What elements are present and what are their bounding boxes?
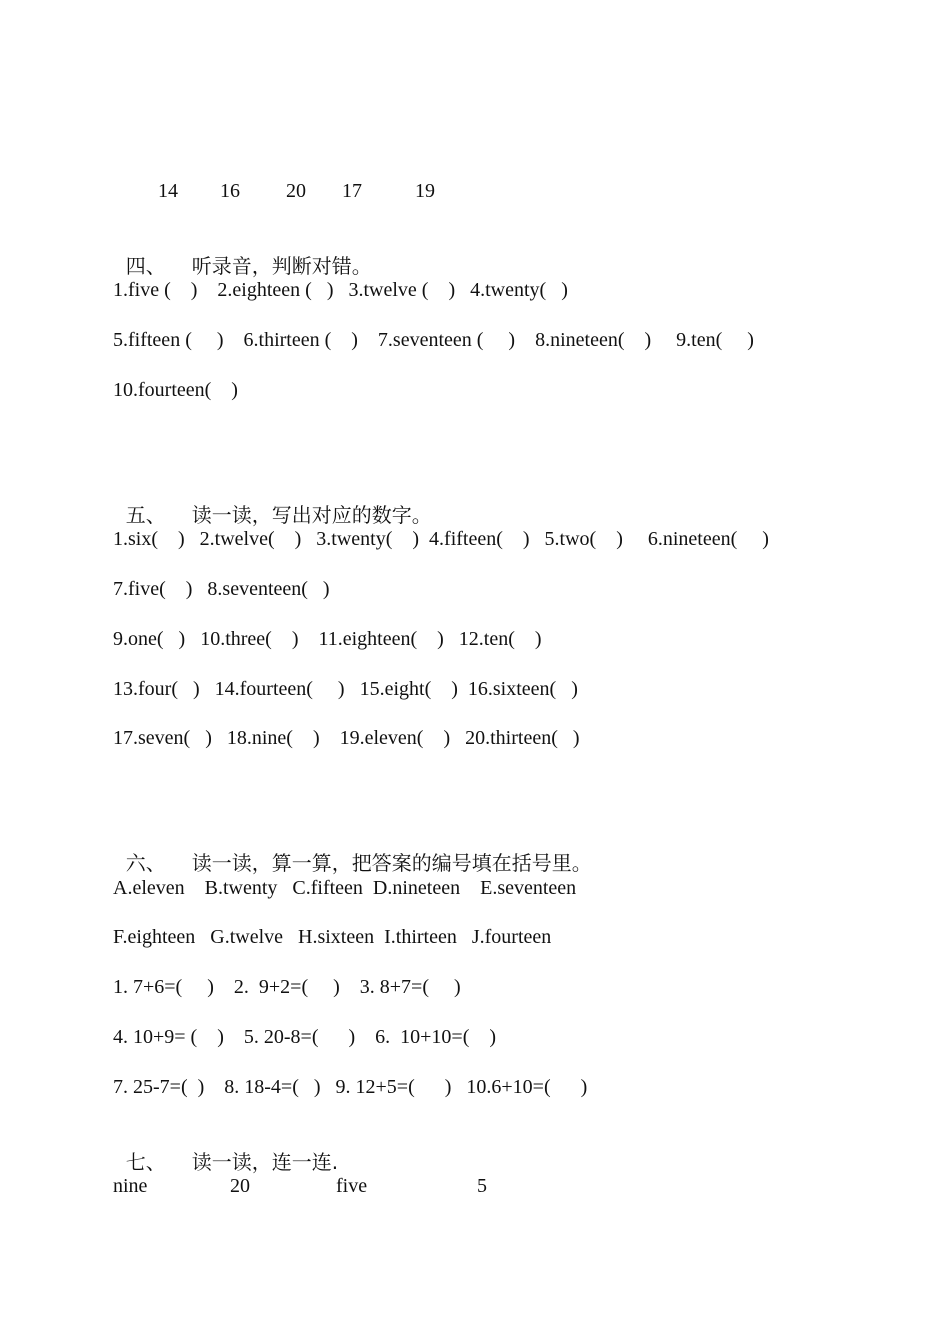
section-4-heading xyxy=(113,227,372,279)
exercise-line: 10.fourteen( ) xyxy=(113,379,238,401)
exercise-line: 1.five ( ) 2.eighteen ( ) 3.twelve ( ) 4.twenty( ) xyxy=(113,279,568,301)
match-item: nine xyxy=(113,1175,148,1197)
option-line: F.eighteen G.twelve H.sixteen I.thirteen J.fourteen xyxy=(113,926,552,948)
exercise-line: 7.five( ) 8.seventeen( ) xyxy=(113,578,330,600)
section-title: 读一读，连一连. xyxy=(191,1150,339,1174)
section-6-heading xyxy=(113,824,592,876)
section-5-heading xyxy=(113,476,432,528)
match-item: 5 xyxy=(477,1175,487,1197)
section-number: 四、 xyxy=(125,254,166,278)
exercise-line: 7. 25-7=( ) 8. 18-4=( ) 9. 12+5=( ) 10.6+10=( ) xyxy=(113,1076,588,1098)
match-item: 20 xyxy=(230,1175,250,1197)
section-7-heading xyxy=(113,1123,338,1175)
exercise-line: 1.six( ) 2.twelve( ) 3.twenty( ) 4.fifteen( ) 5.two( ) 6.nineteen( ) xyxy=(113,528,769,550)
top-number: 19 xyxy=(415,180,435,202)
option-line: A.eleven B.twenty C.fifteen D.nineteen E.seventeen xyxy=(113,877,577,899)
top-number: 17 xyxy=(342,180,362,202)
exercise-line: 4. 10+9= ( ) 5. 20-8=( ) 6. 10+10=( ) xyxy=(113,1026,497,1048)
section-title: 读一读，写出对应的数字。 xyxy=(191,503,432,527)
exercise-line: 9.one( ) 10.three( ) 11.eighteen( ) 12.ten( ) xyxy=(113,628,542,650)
exercise-line: 1. 7+6=( ) 2. 9+2=( ) 3. 8+7=( ) xyxy=(113,976,461,998)
exercise-line: 17.seven( ) 18.nine( ) 19.eleven( ) 20.thirteen( ) xyxy=(113,727,580,749)
top-number: 20 xyxy=(286,180,306,202)
match-item: five xyxy=(336,1175,368,1197)
top-number: 16 xyxy=(220,180,240,202)
section-number: 六、 xyxy=(125,851,166,875)
section-title: 听录音，判断对错。 xyxy=(191,254,372,278)
exercise-line: 13.four( ) 14.fourteen( ) 15.eight( ) 16.sixteen( ) xyxy=(113,678,578,700)
exercise-line: 5.fifteen ( ) 6.thirteen ( ) 7.seventeen ( ) 8.nineteen( ) 9.ten( ) xyxy=(113,329,754,351)
section-number: 五、 xyxy=(125,503,166,527)
section-title: 读一读，算一算，把答案的编号填在括号里。 xyxy=(191,851,592,875)
top-number: 14 xyxy=(158,180,178,202)
section-number: 七、 xyxy=(125,1150,166,1174)
